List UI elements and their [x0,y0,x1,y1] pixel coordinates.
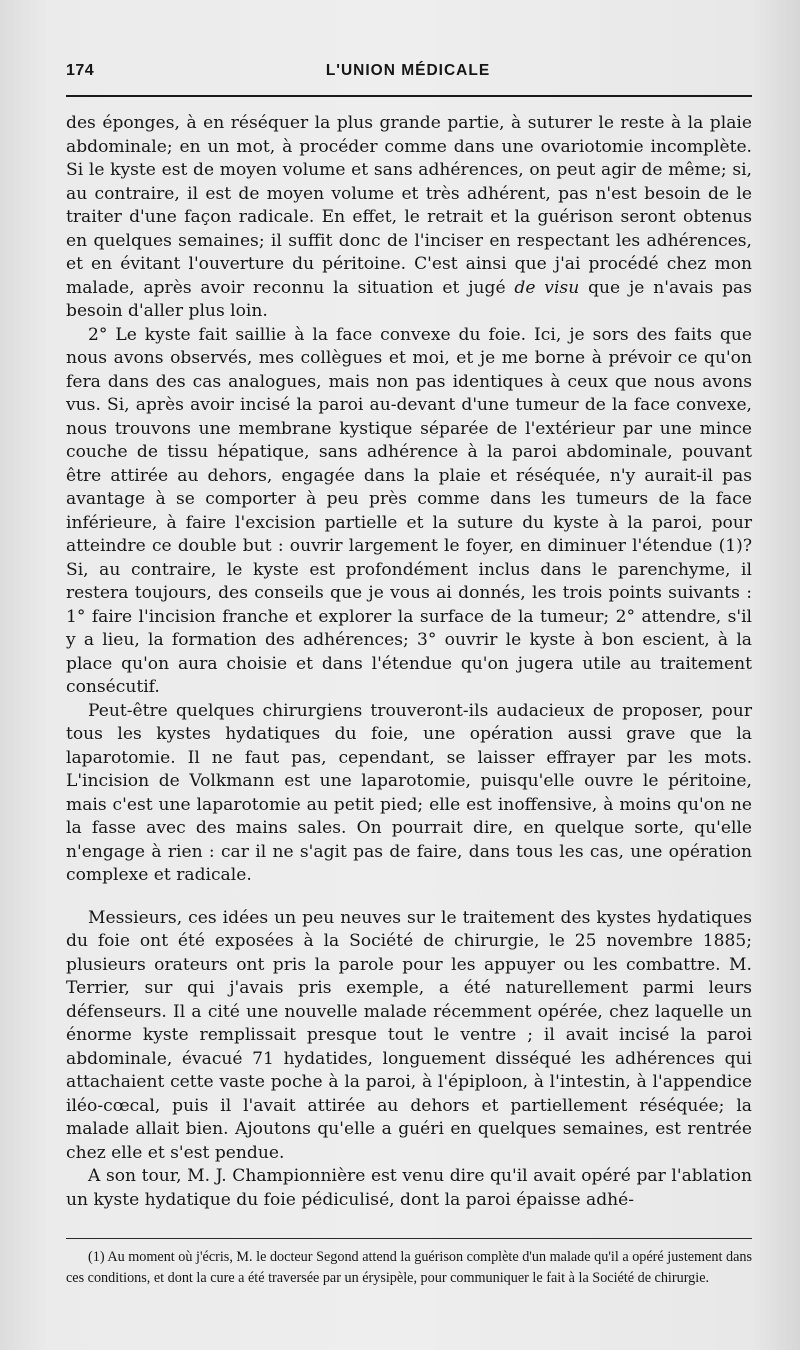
footnote-rule [66,1238,752,1239]
header-rule [66,95,752,97]
paragraph-text: des éponges, à en réséquer la plus grande partie, à suturer le reste à la plaie abdominale; en un mot, à procéder comme dans une ovariotomie incomplète. Si le kyste est de moyen volume et sans adhérences, on peut agir de même; si, au contraire, il est de moyen volume et très adhérent, pas n'est besoin de le traiter d'une façon radicale. En effet, le retrait et la guérison seront obtenus en quelques semaines; il suffit donc de l'inciser en respectant les adhérences, et en évitant l'ouverture du péritoine. C'est ainsi que j'ai procédé chez mon malade, après avoir reconnu la situation et jugé [66,113,752,298]
page-header [66,62,750,86]
italic-phrase: de visu [514,277,580,298]
paragraph [66,112,752,324]
body-text [66,112,752,1212]
paragraph-text: que je n'avais pas besoin d'aller plus loin. [66,277,752,321]
paragraph: Messieurs, ces idées un peu neuves sur le traitement des kystes hydatiques du foie ont été exposées à la Société de chirurgie, le 25 novembre 1885; plusieurs orateurs ont pris la parole pour les appuyer ou les combattre. M. Terrier, sur qui j'avais pris exemple, a été naturellement parmi leurs défenseurs. Il a cité une nouvelle malade récemment opérée, chez laquelle un énorme kyste remplissait presque tout le ventre ; il avait incisé la paroi abdominale, évacué 71 hydatides, longuement disséqué les adhérences qui attachaient cette vaste poche à la paroi, à l'épiploon, à l'intestin, à l'appendice iléo-cœcal, puis il l'avait attirée au dehors et partiellement réséquée; la malade allait bien. Ajoutons qu'elle a guéri en quelques semaines, est rentrée chez elle et s'est pendue. [66,907,752,1163]
footnote: (1) Au moment où j'écris, M. le docteur Segond attend la guérison complète d'un malade qu'il a opéré justement dans ces conditions, et dont la cure a été traversée par un érysipèle, pour communiquer le fait à la Société de chirurgie. [66,1249,752,1286]
running-title: L'UNION MÉDICALE [325,62,491,79]
paragraph: A son tour, M. J. Championnière est venu dire qu'il avait opéré par l'ablation un kyste hydatique du foie pédiculisé, dont la paroi épaisse adhé- [66,1166,752,1210]
paragraph: Peut-être quelques chirurgiens trouveront-ils audacieux de proposer, pour tous les kystes hydatiques du foie, une opération aussi grave que la laparotomie. Il ne faut pas, cependant, se laisser effrayer par les mots. L'incision de Volkmann est une laparotomie, puisqu'elle ouvre le péritoine, mais c'est une laparotomie au petit pied; elle est inoffensive, à moins qu'on ne la fasse avec des mains sales. On pourrait dire, en quelque sorte, qu'elle n'engage à rien : car il ne s'agit pas de faire, dans tous les cas, une opération complexe et radicale. [66,700,752,885]
page-number: 174 [66,62,95,79]
paragraph: 2° Le kyste fait saillie à la face convexe du foie. Ici, je sors des faits que nous avons observés, mes collègues et moi, et je me borne à prévoir ce qu'on fera dans des cas analogues, mais non pas identiques à ceux que nous avons vus. Si, après avoir incisé la paroi au-devant d'une tumeur de la face convexe, nous trouvons une membrane kystique séparée de l'extérieur par une mince couche de tissu hépatique, sans adhérence à la paroi abdominale, pouvant être attirée au dehors, engagée dans la plaie et réséquée, n'y aurait-il pas avantage à se comporter à peu près comme dans les tumeurs de la face inférieure, à faire l'excision partielle et la suture du kyste à la paroi, pour atteindre ce double but : ouvrir largement le foyer, en diminuer l'étendue (1)? Si, au contraire, le kyste est profondément inclus dans le parenchyme, il restera toujours, des conseils que je vous ai donnés, les trois points suivants : 1° faire l'incision franche et explorer la surface de la tumeur; 2° attendre, s'il y a lieu, la formation des adhérences; 3° ouvrir le kyste à bon escient, à la place qu'on aura choisie et dans l'étendue qu'on jugera utile au traitement consécutif. [66,324,752,697]
